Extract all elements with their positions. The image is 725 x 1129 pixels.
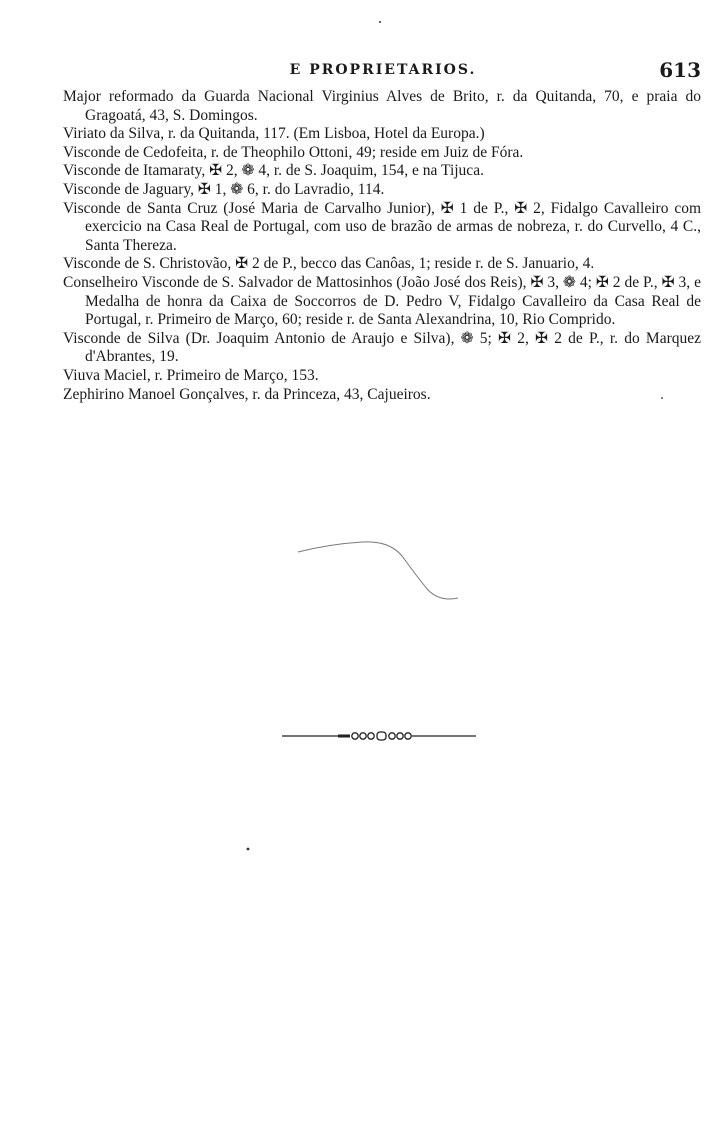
ink-speck — [379, 21, 381, 23]
page-number: 613 — [659, 58, 701, 82]
directory-entry: Visconde de Santa Cruz (José Maria de Carvalho Junior), ✠ 1 de P., ✠ 2, Fidalgo Cavalleiro com exercicio na Casa Real de Portugal, com uso de brazão de armas de nobreza, r. do Curvello, 4 C., Santa Thereza. — [63, 199, 701, 254]
directory-entry: Viuva Maciel, r. Primeiro de Março, 153. — [63, 366, 319, 384]
ink-speck — [247, 848, 250, 851]
directory-entry: Major reformado da Guarda Nacional Virginius Alves de Brito, r. da Quitanda, 70, e praia do Gragoatá, 43, S. Domingos. — [63, 88, 701, 124]
directory-entry: Visconde de S. Christovão, ✠ 2 de P., becco das Canôas, 1; reside r. de S. Januario, 4. — [63, 255, 595, 273]
pencil-stroke — [298, 542, 458, 599]
directory-entry: Visconde de Jaguary, ✠ 1, ❁ 6, r. do Lavradio, 114. — [63, 180, 385, 198]
ink-speck — [661, 397, 663, 399]
running-title: E PROPRIETARIOS. — [289, 62, 477, 78]
directory-entry: Zephirino Manoel Gonçalves, r. da Princeza, 43, Cajueiros. — [63, 385, 431, 403]
directory-entry: Visconde de Cedofeita, r. de Theophilo Ottoni, 49; reside em Juiz de Fóra. — [63, 143, 524, 161]
directory-entry: Visconde de Silva (Dr. Joaquim Antonio de Araujo e Silva), ❁ 5; ✠ 2, ✠ 2 de P., r. do Marquez d'Abrantes, 19. — [63, 329, 701, 366]
end-of-section-rule — [282, 732, 476, 740]
directory-entry: Visconde de Itamaraty, ✠ 2, ❁ 4, r. de S. Joaquim, 154, e na Tijuca. — [63, 162, 484, 180]
directory-entry: Viriato da Silva, r. da Quitanda, 117. (Em Lisboa, Hotel da Europa.) — [63, 125, 485, 143]
directory-entry: Conselheiro Visconde de S. Salvador de Mattosinhos (João José dos Reis), ✠ 3, ❁ 4; ✠ 2 de P., ✠ 3, e Medalha de honra da Caixa de Soccorros de D. Pedro V, Fidalgo Cavalleiro da Casa Real de Portugal, r. Primeiro de Março, 60; reside r. de Santa Alexandrina, 10, Rio Comprido. — [63, 273, 701, 329]
